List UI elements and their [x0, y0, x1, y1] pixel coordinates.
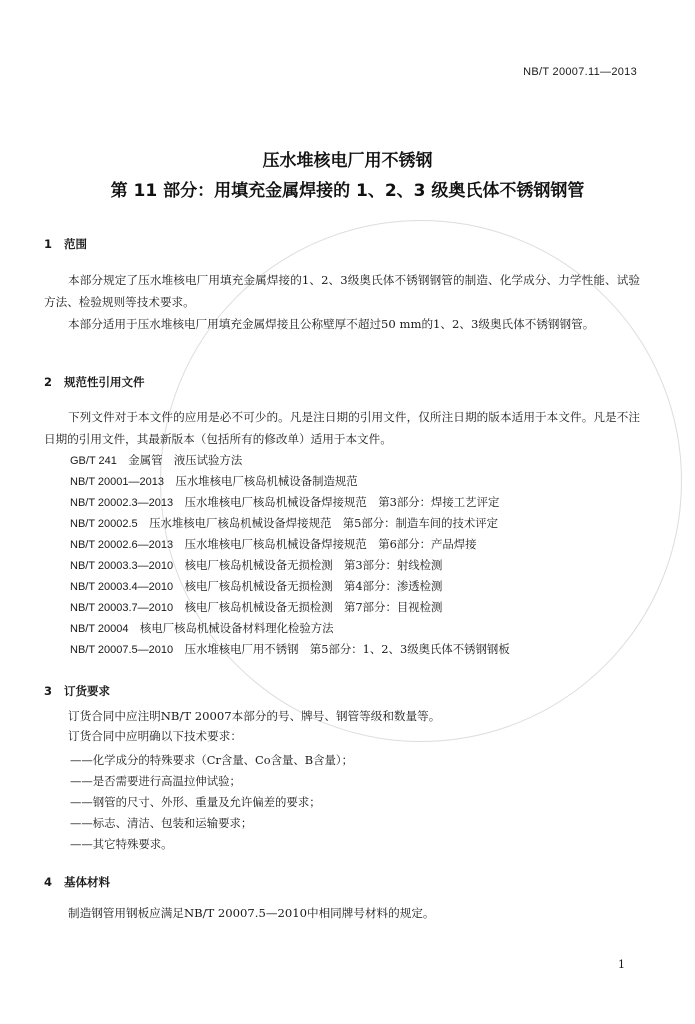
list-item: ——化学成分的特殊要求（Cr含量、Co含量、B含量）；: [70, 753, 353, 767]
section-3-paragraph-1: 订货合同中应注明NB/T 20007本部分的号、牌号、钢管等级和数量等。: [68, 709, 441, 723]
section-1-heading: [44, 236, 87, 252]
section-2-intro: 下列文件对于本文件的应用是必不可少的。凡是注日期的引用文件，仅所注日期的版本适用于本文件。凡是不注日期的引用文件，其最新版本（包括所有的修改单）适用于本文件。: [44, 410, 640, 446]
document-title: 压水堆核电厂用不锈钢: [262, 151, 433, 171]
reference-item: NB/T 20001—2013 压水堆核电厂核岛机械设备制造规范: [70, 474, 358, 488]
section-number: 3: [44, 684, 53, 698]
section-1-paragraph-2: 本部分适用于压水堆核电厂用填充金属焊接且公称壁厚不超过50 mm的1、2、3级奥氏体不锈钢钢管。: [68, 317, 595, 331]
document-subtitle: 第 11 部分：用填充金属焊接的 1、2、3 级奥氏体不锈钢钢管: [110, 181, 585, 201]
section-title: 基体材料: [64, 875, 110, 889]
section-1-paragraph-1: 本部分规定了压水堆核电厂用填充金属焊接的1、2、3级奥氏体不锈钢钢管的制造、化学成分、力学性能、试验方法、检验规则等技术要求。: [44, 273, 640, 309]
reference-item: NB/T 20003.3—2010 核电厂核岛机械设备无损检测 第3部分：射线检测: [70, 558, 443, 572]
reference-item: GB/T 241 金属管 液压试验方法: [70, 453, 243, 467]
section-title: 订货要求: [64, 684, 110, 698]
list-item: ——钢管的尺寸、外形、重量及允许偏差的要求；: [70, 795, 321, 809]
page-number: 1: [618, 958, 625, 971]
list-item: ——是否需要进行高温拉伸试验；: [70, 774, 241, 788]
reference-item: NB/T 20007.5—2010 压水堆核电厂用不锈钢 第5部分：1、2、3级奥氏体不锈钢钢板: [70, 642, 510, 656]
reference-item: NB/T 20003.7—2010 核电厂核岛机械设备无损检测 第7部分：目视检测: [70, 600, 443, 614]
section-4-heading: [44, 874, 110, 890]
section-3-paragraph-2: 订货合同中应明确以下技术要求：: [68, 729, 242, 743]
reference-item: NB/T 20002.5 压水堆核电厂核岛机械设备焊接规范 第5部分：制造车间的技术评定: [70, 516, 499, 530]
section-title: 范围: [64, 237, 87, 251]
reference-item: NB/T 20002.3—2013 压水堆核电厂核岛机械设备焊接规范 第3部分：焊接工艺评定: [70, 495, 500, 509]
standard-code: NB/T 20007.11—2013: [523, 66, 637, 78]
section-number: 4: [44, 875, 53, 889]
section-3-heading: [44, 683, 110, 699]
section-number: 2: [44, 375, 53, 389]
list-item: ——其它特殊要求。: [70, 837, 173, 851]
section-4-paragraph-1: 制造钢管用钢板应满足NB/T 20007.5—2010中相同牌号材料的规定。: [68, 906, 435, 920]
section-2-heading: [44, 374, 145, 390]
reference-item: NB/T 20003.4—2010 核电厂核岛机械设备无损检测 第4部分：渗透检测: [70, 579, 443, 593]
section-title: 规范性引用文件: [64, 375, 145, 389]
list-item: ——标志、清洁、包装和运输要求；: [70, 816, 253, 830]
reference-item: NB/T 20004 核电厂核岛机械设备材料理化检验方法: [70, 621, 334, 635]
reference-item: NB/T 20002.6—2013 压水堆核电厂核岛机械设备焊接规范 第6部分：产品焊接: [70, 537, 477, 551]
section-number: 1: [44, 237, 53, 251]
